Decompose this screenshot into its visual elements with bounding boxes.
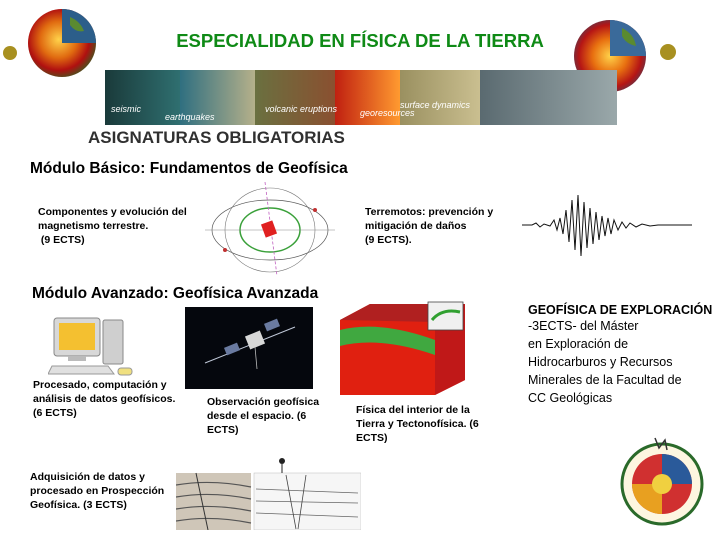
earth-interior-model-image <box>340 300 465 395</box>
course-fisica-interior-line: Física del interior de la <box>356 404 470 416</box>
banner-label-georesources: georesources <box>360 108 415 118</box>
department-logo <box>615 432 710 532</box>
course-observacion-line: desde el espacio. (6 <box>207 410 307 422</box>
course-fisica-interior-line: Tierra y Tectonofísica. (6 <box>356 418 479 430</box>
course-observacion-ects: ECTS) <box>207 424 239 436</box>
banner-label-seismic: seismic <box>111 104 142 114</box>
modulo-basico-heading: Módulo Básico: Fundamentos de Geofísica <box>30 160 348 177</box>
course-adquisicion-line: Adquisición de datos y <box>30 471 145 483</box>
exploracion-title: GEOFÍSICA DE EXPLORACIÓN <box>528 303 713 317</box>
seismic-section-image <box>176 455 361 530</box>
course-terremotos-ects: (9 ECTS). <box>365 234 412 246</box>
course-terremotos <box>365 205 493 247</box>
course-magnetismo <box>38 205 187 247</box>
course-magnetismo-line: magnetismo terrestre. <box>38 220 149 232</box>
course-adquisicion <box>30 470 164 512</box>
course-observacion <box>207 395 319 437</box>
banner-label-volcanic: volcanic eruptions <box>265 104 338 114</box>
exploracion-line: Minerales de la Facultad de <box>528 373 682 387</box>
course-procesado <box>33 378 175 420</box>
modulo-avanzado-heading: Módulo Avanzado: Geofísica Avanzada <box>32 285 319 302</box>
course-adquisicion-ects: Geofísica. (3 ECTS) <box>30 499 127 511</box>
banner-label-earthquakes: earthquakes <box>165 112 215 122</box>
section-subtitle: ASIGNATURAS OBLIGATORIAS <box>88 128 345 147</box>
exploracion-line: -3ECTS- del Máster <box>528 319 639 333</box>
computer-workstation-icon <box>48 316 140 378</box>
course-fisica-interior-ects: ECTS) <box>356 432 388 444</box>
banner-label-surface: surface dynamics <box>400 100 471 110</box>
exploracion-line: CC Geológicas <box>528 391 613 405</box>
exploracion-line: en Exploración de <box>528 337 629 351</box>
course-procesado-line: Procesado, computación y <box>33 379 167 391</box>
exploracion-line: Hidrocarburos y Recursos <box>528 355 673 369</box>
seismogram-image <box>522 190 692 260</box>
course-procesado-ects: (6 ECTS) <box>33 407 77 419</box>
banner-strip <box>105 70 617 125</box>
page-title: ESPECIALIDAD EN FÍSICA DE LA TIERRA <box>176 30 544 51</box>
course-magnetismo-line: Componentes y evolución del <box>38 206 187 218</box>
satellite-image <box>185 307 313 389</box>
course-fisica-interior <box>356 403 479 445</box>
course-adquisicion-line: procesado en Prospección <box>30 485 165 497</box>
course-observacion-line: Observación geofísica <box>207 396 320 408</box>
course-terremotos-line: mitigación de daños <box>365 220 467 232</box>
course-procesado-line: análisis de datos geofísicos. <box>33 393 176 405</box>
exploracion-block <box>528 303 712 407</box>
course-terremotos-line: Terremotos: prevención y <box>365 206 494 218</box>
course-magnetismo-ects: (9 ECTS) <box>38 234 85 246</box>
magnetic-field-diagram <box>205 180 335 278</box>
